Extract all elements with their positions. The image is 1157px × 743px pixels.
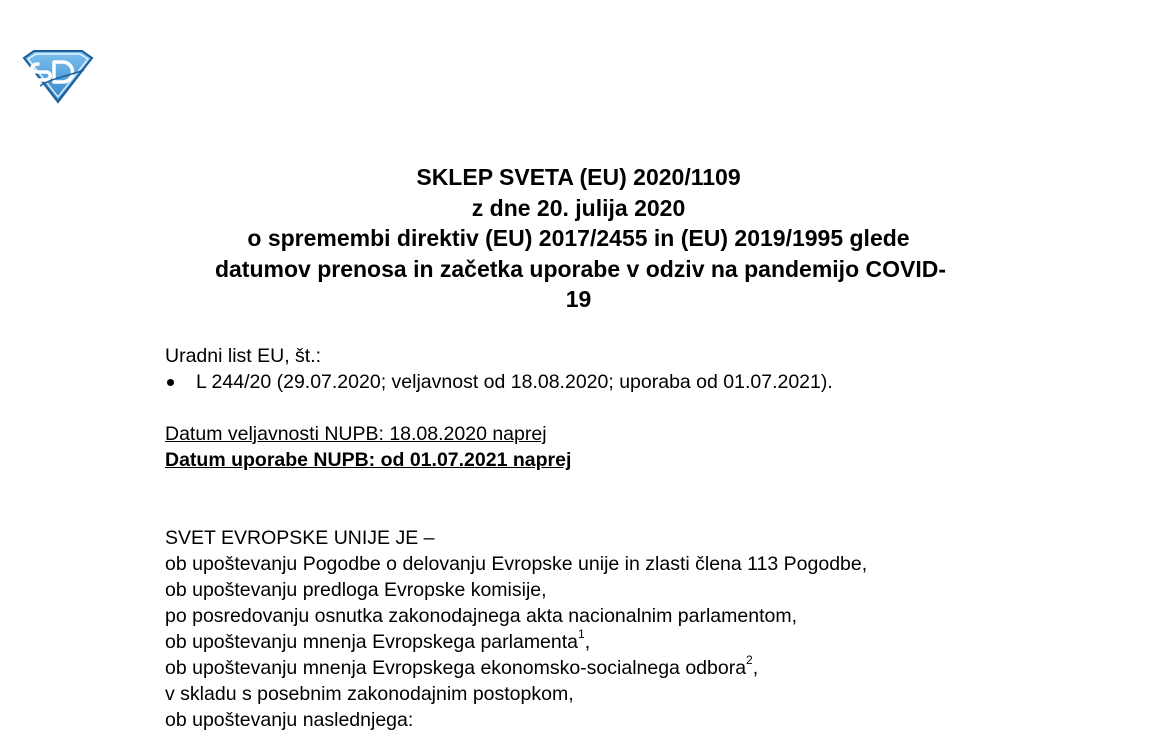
footnote-ref-1[interactable]: 1 — [578, 626, 585, 641]
preamble-line-parliament — [165, 626, 1065, 655]
document-body — [165, 343, 1065, 733]
sd-shield-logo — [20, 48, 96, 104]
preamble-line-1: SVET EVROPSKE UNIJE JE – — [165, 527, 435, 549]
publication-heading: Uradni list EU, št.: — [165, 345, 322, 367]
preamble-parliament-text: ob upoštevanju mnenja Evropskega parlamenta — [165, 631, 579, 653]
title-line-2: z dne 20. julija 2020 — [471, 194, 686, 221]
preamble-line-7: v skladu s posebnim zakonodajnim postopkom, — [165, 683, 574, 705]
preamble-line-2: ob upoštevanju Pogodbe o delovanju Evropske unije in zlasti člena 113 Pogodbe, — [165, 553, 868, 575]
application-date: Datum uporabe NUPB: od 01.07.2021 naprej — [165, 449, 572, 471]
comma-1: , — [584, 631, 591, 653]
title-line-3: o spremembi direktiv (EU) 2017/2455 in (EU) 2019/1995 glede — [247, 225, 910, 251]
preamble-committee-text: ob upoštevanju mnenja Evropskega ekonomsko-socialnega odbora — [165, 657, 747, 679]
validity-date: Datum veljavnosti NUPB: 18.08.2020 naprej — [165, 423, 547, 445]
publication-list-item — [165, 369, 1065, 395]
footnote-ref-2[interactable]: 2 — [746, 652, 753, 667]
title-line-1: SKLEP SVETA (EU) 2020/1109 — [416, 164, 741, 190]
preamble-line-8: ob upoštevanju naslednjega: — [165, 709, 414, 731]
preamble-line-committee — [165, 652, 1065, 681]
document-title — [0, 162, 1157, 315]
bullet-icon — [167, 379, 174, 386]
title-line-5: 19 — [565, 286, 592, 312]
comma-2: , — [752, 657, 759, 679]
preamble-line-3: ob upoštevanju predloga Evropske komisije, — [165, 579, 547, 601]
publication-reference: L 244/20 (29.07.2020; veljavnost od 18.08.2020; uporaba od 01.07.2021). — [196, 371, 833, 393]
preamble-line-4: po posredovanju osnutka zakonodajnega akta nacionalnim parlamentom, — [165, 605, 797, 627]
title-line-4: datumov prenosa in začetka uporabe v odziv na pandemijo COVID- — [214, 255, 947, 282]
